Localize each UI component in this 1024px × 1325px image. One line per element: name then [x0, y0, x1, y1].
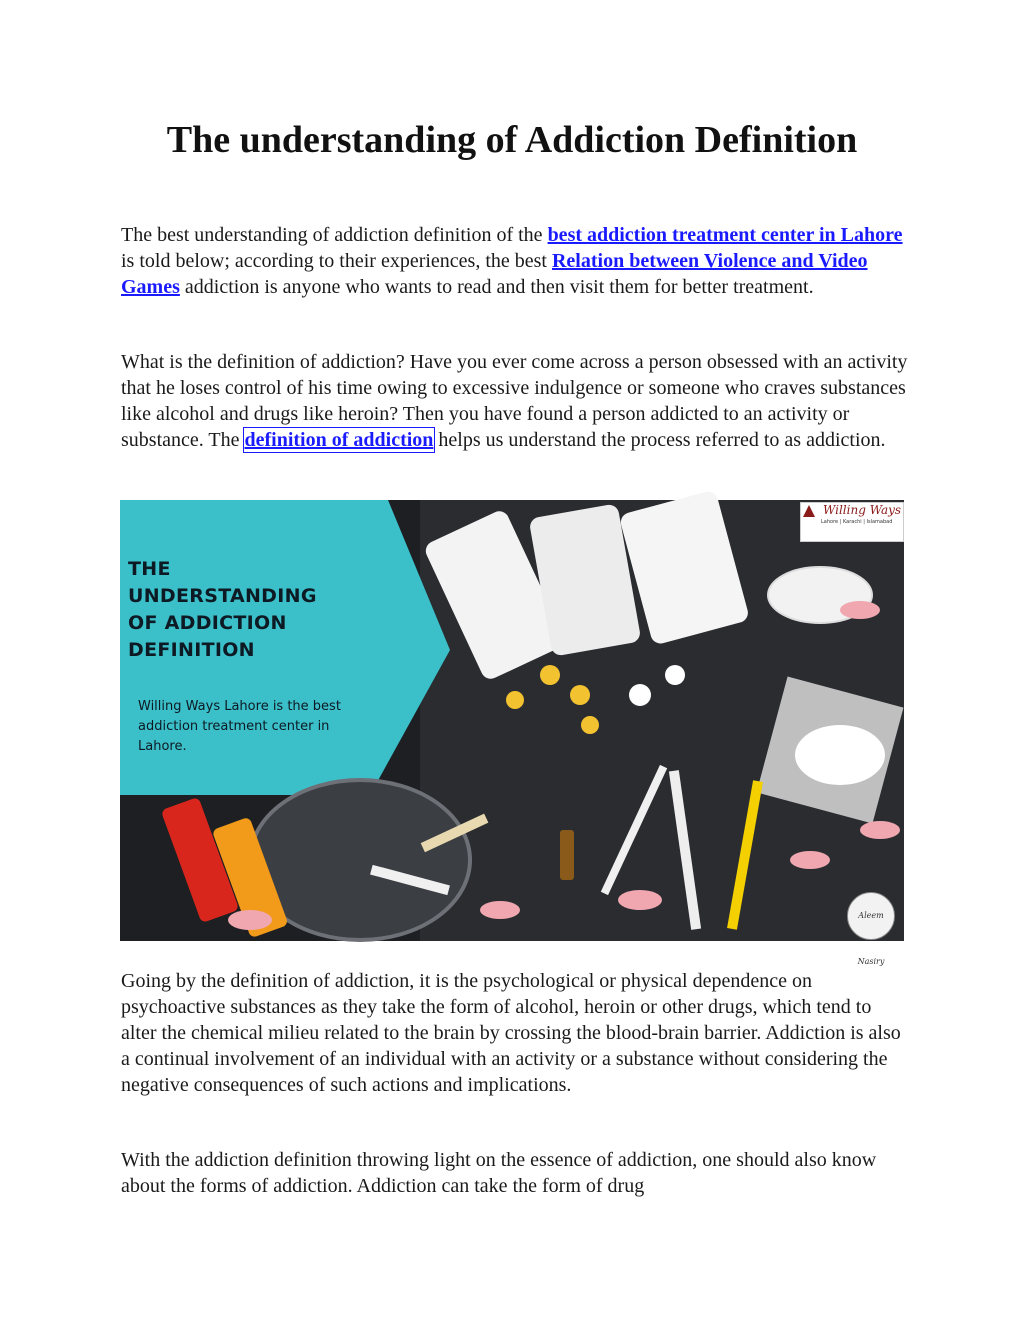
logo-cities: Lahore | Karachi | Islamabad: [821, 519, 893, 525]
violence-video-games-link[interactable]: Relation between Violence and Video Games: [121, 250, 868, 298]
definition-question-paragraph: [121, 349, 911, 453]
intro-text-1: The best understanding of addiction definition of the: [121, 224, 548, 246]
hero-title: [128, 556, 408, 664]
signature-badge: Aleem Nasiry: [847, 892, 895, 940]
page-title: The understanding of Addiction Definition: [166, 119, 858, 161]
intro-text-2: is told below; according to their experiences, the best: [121, 250, 552, 272]
logo-name: Willing Ways: [823, 503, 902, 517]
willing-ways-logo: [800, 502, 904, 542]
logo-emblem-icon: [801, 503, 817, 519]
definition-text-2: helps us understand the process referred to as addiction.: [433, 429, 886, 451]
definition-text-1: What is the definition of addiction? Have you ever come across a person obsessed with an activity that he loses control of his time owing to excessive indulgence or someone who craves substances like alcohol and drugs like heroin? Then you have found a person addicted to an activity or substance. The: [121, 351, 908, 451]
intro-text-3: addiction is anyone who wants to read and then visit them for better treatment.: [179, 276, 814, 298]
vial: [560, 830, 574, 880]
hero-title-line: OF ADDICTION: [128, 612, 287, 634]
dependence-paragraph: Going by the definition of addiction, it is the psychological or physical dependence on psychoactive substances as they take the form of alcohol, heroin or other drugs, which tend to alter the chemical milieu related to the brain by crossing the blood-brain barrier. Addiction is also a continual involvement of an individual with an activity or a substance without considering the negative consequences of such actions and implications.: [121, 970, 901, 1096]
hero-subtitle: Willing Ways Lahore is the best addiction treatment center in Lahore.: [138, 699, 341, 754]
forms-paragraph: With the addiction definition throwing light on the essence of addiction, one should also know about the forms of addiction. Addiction can take the form of drug: [121, 1149, 877, 1197]
definition-of-addiction-link[interactable]: definition of addiction: [244, 429, 434, 451]
intro-paragraph: [121, 222, 911, 300]
treatment-center-link[interactable]: best addiction treatment center in Lahore: [547, 224, 903, 246]
hero-title-line: DEFINITION: [128, 639, 255, 661]
hero-title-line: THE: [128, 558, 171, 580]
hero-title-line: UNDERSTANDING: [128, 585, 317, 607]
hero-image: [120, 500, 904, 966]
